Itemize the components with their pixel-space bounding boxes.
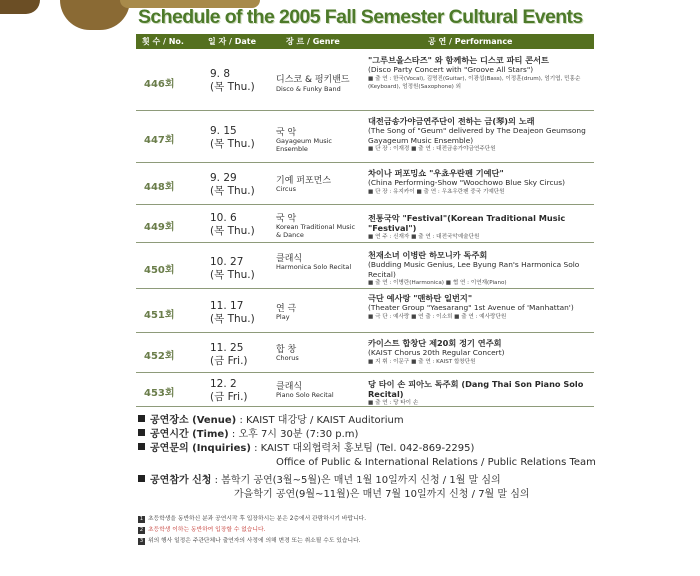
genre-english: Disco & Funky Band	[276, 85, 341, 93]
genre-english: Piano Solo Recital	[276, 391, 334, 399]
table-row	[136, 373, 594, 407]
time-line: 공연시간 (Time) : 오후 7시 30분 (7:30 p.m)	[138, 428, 588, 442]
inquiry-line-2: Office of Public & International Relations / Public Relations Team	[276, 457, 596, 468]
table-row	[136, 205, 594, 243]
event-date: 12. 2 (금 Fri.)	[210, 378, 248, 403]
performance-info: 차이나 퍼포밍쇼 "우쵸우란펜 기예단" (China Performing-Show "Woochowo Blue Sky Circus) ■ 단 장 : 유지카이 ■ 출 연 : 우쵸우란펜 중국 기예단원	[368, 168, 565, 195]
event-number: 449회	[144, 222, 175, 233]
table-row	[136, 111, 594, 163]
performance-info: 천재소녀 이병란 하모니카 독주회 (Budding Music Genius, Lee Byung Ran's Harmonica Solo Recital) ■ 출 연 : 이병란(Harmonica) ■ 협 연 : 이연재(Piano)	[368, 250, 580, 286]
genre-english: Gayageum Music Ensemble	[276, 137, 332, 153]
event-date: 9. 29 (목 Thu.)	[210, 172, 255, 197]
performance-info: 대전금송가야금연주단이 전하는 금(琴)의 노래 (The Song of "Geum" delivered by The Deajeon Geumsong Gayageum Music Ensemble) ■ 단 장 : 이재경 ■ 출 연 : 대전금송가야금연주단원	[368, 116, 586, 152]
table-row	[136, 163, 594, 205]
page-title: Schedule of the 2005 Fall Semester Cultural Events	[138, 6, 583, 28]
genre-korean: 클래식	[276, 382, 303, 392]
event-number: 452회	[144, 351, 175, 362]
event-date: 9. 8 (목 Thu.)	[210, 68, 255, 93]
inquiry-line: 공연문의 (Inquiries) : KAIST 대외협력처 홍보팀 (Tel. 042-869-2295)	[138, 442, 588, 456]
genre-korean: 국 악	[276, 214, 297, 224]
note-item: 2 초등학생 이하는 동반하여 입장할 수 없습니다.	[139, 527, 266, 533]
header-date: 일 자 / Date	[208, 37, 257, 46]
apply-line: 공연참가 신청 : 봄학기 공연(3월~5월)은 매년 1월 10일까지 신청 / 1월 말 심의	[138, 474, 588, 488]
decorative-corner-shape	[60, 0, 130, 30]
genre-english: Harmonica Solo Recital	[276, 263, 352, 271]
genre-english: Chorus	[276, 354, 299, 362]
genre-korean: 클래식	[276, 254, 303, 264]
event-number: 447회	[144, 135, 175, 146]
genre-korean: 국 악	[276, 128, 297, 138]
note-item: 3 위의 행사 일정은 주관단체나 출연자의 사정에 의해 변경 또는 취소될 수도 있습니다.	[139, 538, 361, 544]
apply-line-2: 가을학기 공연(9월~11월)은 매년 7월 10일까지 신청 / 7월 말 심의	[234, 489, 530, 500]
table-header	[136, 34, 594, 49]
table-row	[136, 333, 594, 373]
event-number: 450회	[144, 265, 175, 276]
decorative-corner-shape	[0, 0, 40, 14]
genre-english: Play	[276, 313, 290, 321]
event-date: 11. 25 (금 Fri.)	[210, 342, 248, 367]
event-date: 11. 17 (목 Thu.)	[210, 300, 255, 325]
event-date: 10. 6 (목 Thu.)	[210, 212, 255, 237]
performance-info: "그루브올스타즈" 와 함께하는 디스코 파티 콘서트 (Disco Party Concert with "Groove All Stars") ■ 출 연 : 한국(Vocal), 김명진(Guitar), 이광섭(Bass), 이정훈(drum), 엄기엽, 민홍순 (Keyboard), 엄정원(Saxophone) 외	[368, 55, 581, 90]
genre-english: Korean Traditional Music & Dance	[276, 223, 356, 239]
genre-korean: 디스코 & 펑키밴드	[276, 75, 350, 85]
performance-info: 전통국악 "Festival"(Korean Traditional Music "Festival") ■ 연 주 : 신재자 ■ 출 연 : 대전국악예술단원	[368, 213, 566, 240]
header-num: 횟 수 / No.	[142, 37, 184, 46]
table-row	[136, 49, 594, 111]
table-row	[136, 243, 594, 289]
performance-info: 카이스트 합창단 제20회 정기 연주회 (KAIST Chorus 20th Regular Concert) ■ 지 휘 : 이문구 ■ 출 연 : KAIST 합창단원	[368, 338, 505, 365]
event-number: 446회	[144, 79, 175, 90]
event-info	[138, 414, 596, 502]
performance-info: 극단 예사랑 "맨하탄 일번지" (Theater Group "Yaesarang" 1st Avenue of 'Manhattan') ■ 극 단 : 예사랑 ■ 연 출 : 이소희 ■ 출 연 : 예사랑단원	[368, 293, 574, 320]
venue-line: 공연장소 (Venue) : KAIST 대강당 / KAIST Auditorium	[138, 414, 588, 428]
genre-korean: 연 극	[276, 304, 297, 314]
note-item: 1 초등학생을 동반하신 분과 공연시작 후 입장하시는 분은 2층에서 관람하시기 바랍니다.	[139, 516, 367, 522]
header-performance: 공 연 / Performance	[428, 37, 513, 46]
header-genre: 장 르 / Genre	[286, 37, 340, 46]
notes	[138, 514, 588, 547]
genre-korean: 합 창	[276, 345, 297, 355]
event-number: 453회	[144, 388, 175, 399]
schedule-table	[136, 34, 594, 407]
genre-english: Circus	[276, 185, 296, 193]
event-number: 451회	[144, 310, 175, 321]
event-date: 10. 27 (목 Thu.)	[210, 256, 255, 281]
table-row	[136, 289, 594, 333]
event-date: 9. 15 (목 Thu.)	[210, 125, 255, 150]
genre-korean: 기예 퍼포먼스	[276, 176, 332, 186]
event-number: 448회	[144, 182, 175, 193]
performance-info: 당 타이 손 피아노 독주회 (Dang Thai Son Piano Solo Recital) ■ 출 연 : 당 타이 손	[368, 379, 584, 406]
